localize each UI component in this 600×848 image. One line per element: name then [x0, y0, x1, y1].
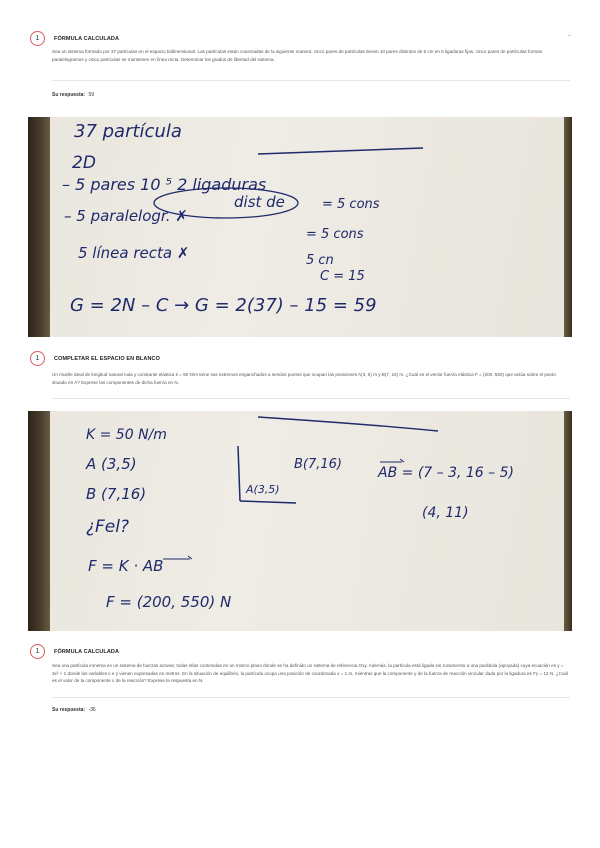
question-number-badge: 1 [30, 644, 45, 659]
hw-line: F = (200, 550) N [106, 593, 232, 611]
divider [52, 398, 570, 399]
question-type-label: FÓRMULA CALCULADA [54, 35, 120, 42]
question-number-badge: 1 [30, 351, 45, 366]
hw-line: B (7,16) [86, 485, 147, 503]
hw-line: 5 línea recta ✗ [78, 244, 190, 262]
handwritten-photo-2 [28, 411, 572, 631]
hw-line: 2D [72, 153, 96, 173]
question-3-header [30, 644, 119, 659]
hw-line: dist de [234, 193, 285, 211]
question-1-text: Sea un sistema formado por 37 partículas en el espacio bidimensional. Las partículas están conectadas de la siguiente manera: cinco pares de partículas tienen 10 pares distintos de 5 cm en 5 ligaduras fijas, cinco pares de partículas forman paralelogramos y cinco partículas se mantienen en línea recta. Determinar los grados de libertad del sistema. [52, 49, 543, 62]
hw-line: C = 15 [320, 269, 365, 284]
question-2-header [30, 351, 160, 366]
divider [52, 80, 570, 81]
answer-line [52, 92, 94, 98]
divider [52, 697, 570, 698]
handwritten-photo-1 [28, 117, 572, 337]
hw-line: = 5 cons [306, 227, 364, 242]
question-3-text: Sea una partícula inmersa en un sistema de fuerzas activas; todas ellas contenidas en un mismo plano donde se ha definido un sistema de referencia Oxy. Además, la partícula está ligada sin rozamiento a una parábola (apoyada) cuya ecuación es y = 3x² + 1 donde las variables x e y vienen expresadas en metros. En la situación de equilibrio, la partícula ocupa una posición de coordenada x = 1 m, mientras que la componente y de la fuerza de reacción vincular dada por la ligadura es Fy = 12 N. ¿Cuál es el valor de la componente x de la reacción? Exprese la respuesta en N. [52, 663, 568, 683]
question-type-label: COMPLETAR EL ESPACIO EN BLANCO [54, 355, 160, 362]
hw-line: – 5 paralelogr. ✗ [64, 207, 188, 225]
hw-line: A (3,5) [86, 455, 137, 473]
question-number-badge: 1 [30, 31, 45, 46]
hw-line: (4, 11) [422, 505, 469, 521]
hw-line: ¿Fel? [86, 517, 130, 537]
answer-label: Su respuesta: [52, 92, 86, 98]
question-1-header [30, 31, 119, 46]
hw-line: F = K · AB [88, 557, 164, 575]
hw-line: – 5 pares 10 ⁵ 2 ligaduras [62, 175, 267, 194]
question-2-text: Un muelle ideal de longitud natural nula y constante elástica k = 50 N/m tiene sus extremos enganchados a sendos puntos que ocupan las posiciones A(3, 5) m y B(7, 16) m. ¿Cuál es el vector fuerza elástica F = (200, 550) que actúa sobre el punto situado en A? Exprese las componentes de dicha fuerza en N. [52, 372, 556, 385]
answer-value: 59 [88, 92, 95, 98]
question-type-label: FÓRMULA CALCULADA [54, 648, 120, 655]
answer-line [52, 707, 96, 713]
hw-line: = 5 cons [322, 197, 380, 212]
hw-line: K = 50 N/m [86, 427, 167, 443]
hw-line: G = 2N – C → G = 2(37) – 15 = 59 [70, 295, 377, 316]
hw-line: 37 partícula [74, 121, 182, 142]
hw-line: A(3,5) [246, 483, 280, 496]
hw-line: AB = (7 – 3, 16 – 5) [378, 465, 514, 481]
answer-label: Su respuesta: [52, 707, 86, 713]
hw-line: B(7,16) [294, 457, 343, 472]
answer-value: -36 [88, 707, 96, 713]
hw-line: 5 cn [306, 253, 334, 268]
chevron-icon[interactable]: ⌃ [566, 35, 572, 41]
